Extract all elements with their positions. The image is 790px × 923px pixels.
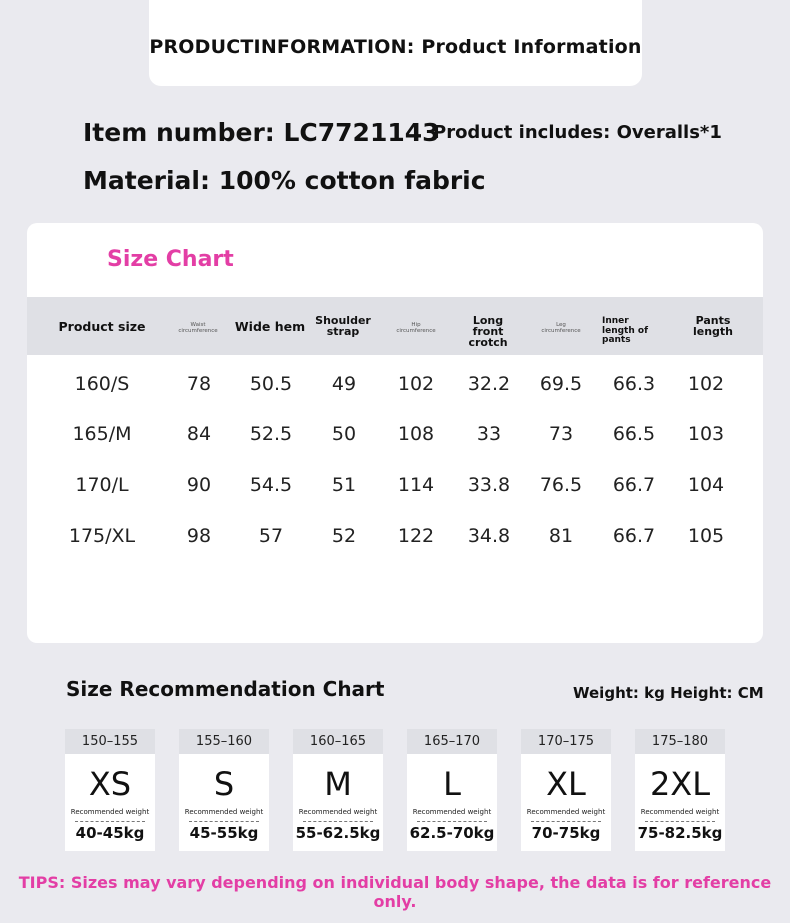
size-card-xl — [521, 729, 611, 851]
height-range: 150–155 — [65, 729, 155, 754]
table-cell: 175/XL — [68, 525, 136, 547]
recommendation-units: Weight: kg Height: CM — [573, 684, 764, 702]
header-leg: Leg circumference — [541, 322, 581, 334]
weight-range: 62.5-70kg — [409, 824, 495, 842]
size-label: 2XL — [649, 765, 711, 803]
size-chart-header — [27, 297, 763, 355]
material: Material: 100% cotton fabric — [83, 166, 486, 195]
table-cell: 103 — [687, 423, 725, 445]
banner-title: PRODUCTINFORMATION: Product Information — [149, 36, 642, 58]
weight-range: 40-45kg — [75, 824, 145, 842]
size-label: XS — [88, 765, 132, 803]
table-cell: 160/S — [74, 373, 130, 395]
header-inner-length: Inner length of pants — [602, 316, 648, 345]
table-cell: 57 — [258, 525, 284, 547]
header-hip: Hip circumference — [396, 322, 436, 334]
table-cell: 66.5 — [612, 423, 656, 445]
divider — [303, 821, 373, 822]
divider — [189, 821, 259, 822]
size-chart-title: Size Chart — [107, 247, 234, 272]
divider — [417, 821, 487, 822]
table-cell: 52.5 — [249, 423, 293, 445]
table-cell: 33.8 — [467, 474, 511, 496]
table-cell: 122 — [397, 525, 435, 547]
header-product-size: Product size — [58, 319, 146, 334]
header-waist: Waist circumference — [178, 322, 218, 334]
table-cell: 78 — [186, 373, 212, 395]
recommended-weight-label: Recommended weight — [640, 808, 720, 816]
product-includes: Product includes: Overalls*1 — [433, 122, 722, 143]
table-cell: 73 — [548, 423, 574, 445]
recommended-weight-label: Recommended weight — [526, 808, 606, 816]
size-chart-card — [27, 223, 763, 643]
table-cell: 54.5 — [249, 474, 293, 496]
size-label: L — [443, 765, 461, 803]
table-cell: 66.7 — [612, 525, 656, 547]
weight-range: 55-62.5kg — [295, 824, 381, 842]
table-cell: 104 — [687, 474, 725, 496]
divider — [531, 821, 601, 822]
table-cell: 49 — [331, 373, 357, 395]
table-row — [27, 423, 763, 453]
recommendation-title: Size Recommendation Chart — [66, 677, 385, 701]
size-card-xs — [65, 729, 155, 851]
table-cell: 32.2 — [467, 373, 511, 395]
table-cell: 114 — [397, 474, 435, 496]
table-cell: 69.5 — [539, 373, 583, 395]
size-card-s — [179, 729, 269, 851]
table-cell: 102 — [687, 373, 725, 395]
size-card-l — [407, 729, 497, 851]
size-label: S — [213, 765, 235, 803]
size-label: M — [324, 765, 352, 803]
height-range: 175–180 — [635, 729, 725, 754]
size-card-m — [293, 729, 383, 851]
height-range: 165–170 — [407, 729, 497, 754]
header-shoulder-strap: Shoulder strap — [315, 314, 371, 338]
table-cell: 170/L — [75, 474, 129, 496]
item-number: Item number: LC7721143 — [83, 118, 440, 147]
table-cell: 34.8 — [467, 525, 511, 547]
table-row — [27, 525, 763, 555]
table-cell: 108 — [397, 423, 435, 445]
header-wide-hem: Wide hem — [234, 319, 306, 334]
table-cell: 165/M — [72, 423, 132, 445]
weight-range: 45-55kg — [189, 824, 259, 842]
table-cell: 102 — [397, 373, 435, 395]
divider — [645, 821, 715, 822]
table-cell: 33 — [476, 423, 502, 445]
table-cell: 84 — [186, 423, 212, 445]
table-cell: 50 — [331, 423, 357, 445]
weight-range: 75-82.5kg — [637, 824, 723, 842]
height-range: 160–165 — [293, 729, 383, 754]
table-cell: 105 — [687, 525, 725, 547]
recommended-weight-label: Recommended weight — [184, 808, 264, 816]
height-range: 170–175 — [521, 729, 611, 754]
table-cell: 51 — [331, 474, 357, 496]
info-banner — [149, 0, 642, 86]
recommended-weight-label: Recommended weight — [412, 808, 492, 816]
table-cell: 50.5 — [249, 373, 293, 395]
table-row — [27, 373, 763, 403]
table-cell: 66.7 — [612, 474, 656, 496]
tips-note: TIPS: Sizes may vary depending on individual body shape, the data is for reference only. — [18, 873, 772, 911]
divider — [75, 821, 145, 822]
size-card-2xl — [635, 729, 725, 851]
height-range: 155–160 — [179, 729, 269, 754]
table-cell: 98 — [186, 525, 212, 547]
table-cell: 66.3 — [612, 373, 656, 395]
table-cell: 76.5 — [539, 474, 583, 496]
table-cell: 90 — [186, 474, 212, 496]
header-pants-length: Pants length — [692, 314, 734, 338]
weight-range: 70-75kg — [531, 824, 601, 842]
table-cell: 52 — [331, 525, 357, 547]
size-label: XL — [546, 765, 586, 803]
header-long-front-crotch: Long front crotch — [468, 314, 508, 349]
recommended-weight-label: Recommended weight — [70, 808, 150, 816]
recommended-weight-label: Recommended weight — [298, 808, 378, 816]
table-row — [27, 474, 763, 504]
table-cell: 81 — [548, 525, 574, 547]
